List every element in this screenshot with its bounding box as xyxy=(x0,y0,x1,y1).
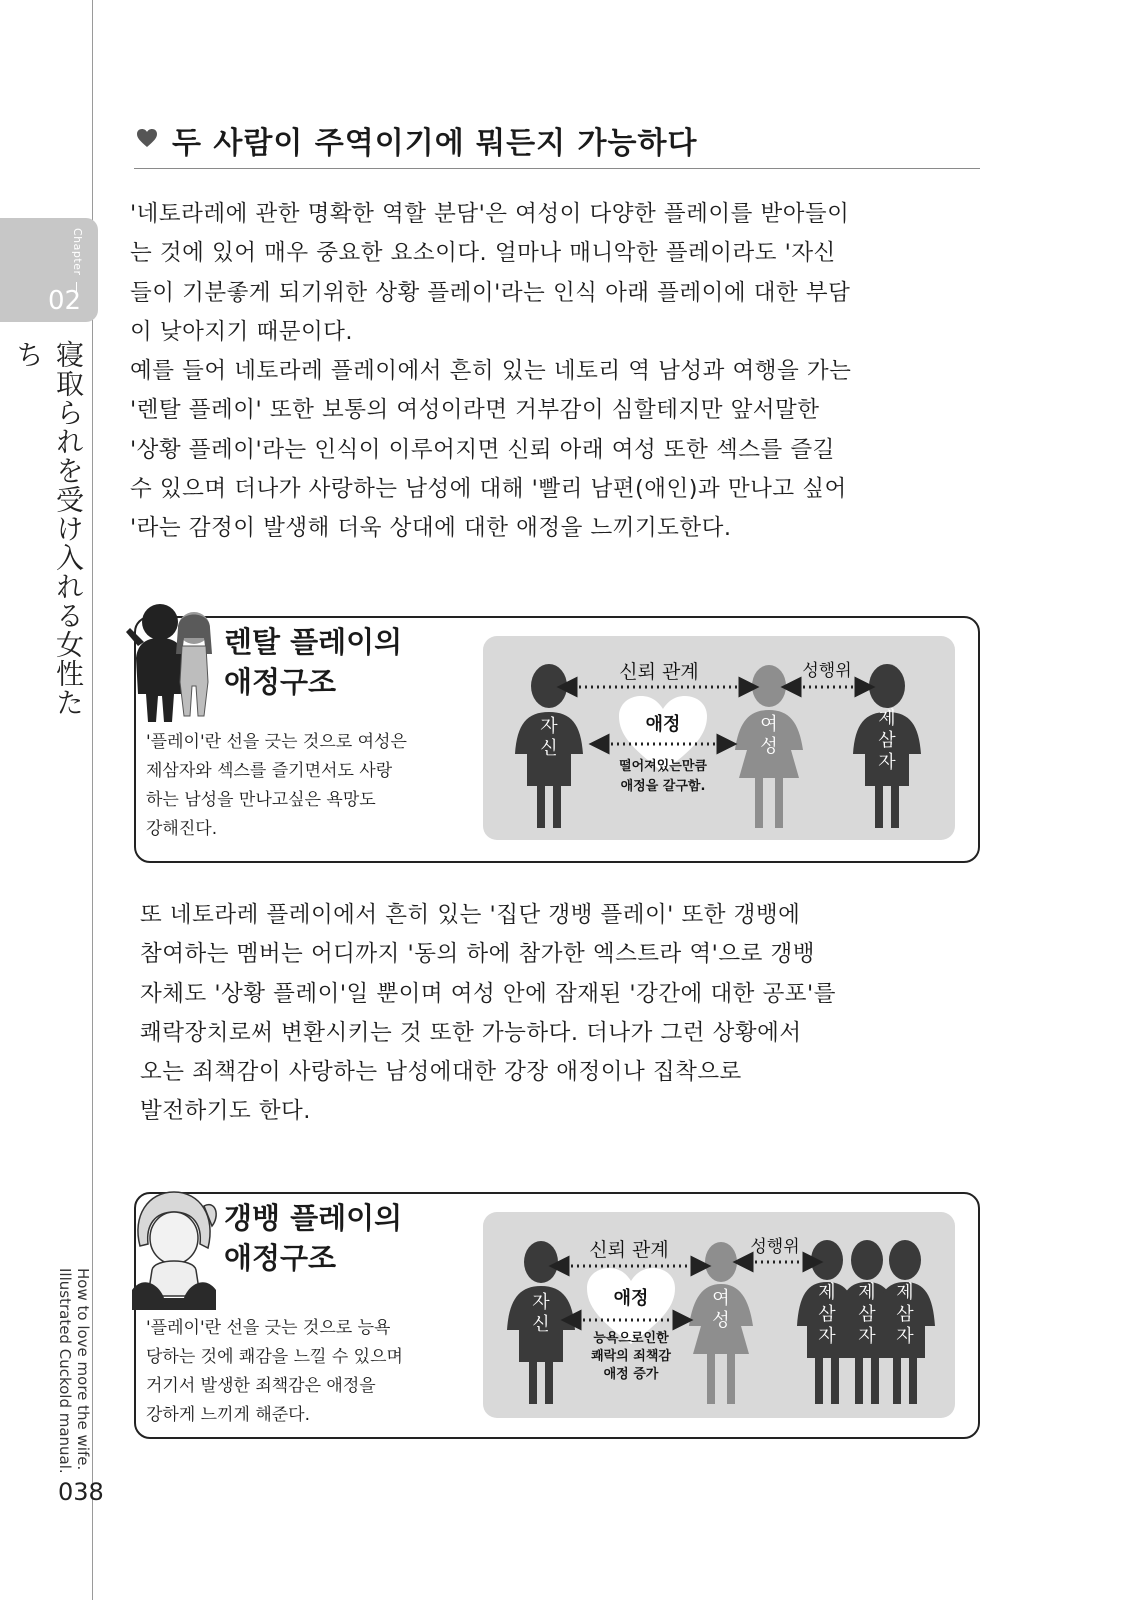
paragraph-line: 이 낮아지기 때문이다. xyxy=(130,318,354,345)
rental-diagram-description xyxy=(146,728,407,844)
paragraph-line: '라는 감정이 발생해 더욱 상대에 대한 애정을 느끼기도한다. xyxy=(130,515,732,542)
self-label-char: 자 xyxy=(540,716,558,737)
affection-note-line: 애정 증가 xyxy=(603,1367,659,1382)
paragraph-line: 는 것에 있어 매우 중요한 요소이다. 얼마나 매니악한 플레이라도 '자신 xyxy=(130,240,836,267)
act-label: 성행위 xyxy=(802,661,852,681)
paragraph-line: 발전하기도 한다. xyxy=(140,1098,311,1125)
description-line: 강하게 느끼게 해준다. xyxy=(146,1405,311,1425)
self-label-char: 신 xyxy=(532,1314,550,1335)
description-line: 당하는 것에 쾌감을 느낄 수 있으며 xyxy=(146,1347,403,1367)
section-heading: 두 사람이 주역이기에 뭐든지 가능하다 xyxy=(172,126,698,161)
third-label-char: 삼 xyxy=(896,1304,914,1325)
paragraph-line: 오는 죄책감이 사랑하는 남성에대한 강장 애정이나 집착으로 xyxy=(140,1059,742,1086)
third-label-char: 삼 xyxy=(878,730,896,751)
trust-label: 신뢰 관계 xyxy=(619,661,699,683)
affection-note-line: 쾌락의 죄책감 xyxy=(591,1349,671,1364)
paragraph-line: 참여하는 멤버는 어디까지 '동의 하에 참가한 엑스트라 역'으로 갱뱅 xyxy=(140,941,815,968)
third-label-char: 자 xyxy=(896,1326,914,1347)
paragraph-line: '상황 플레이'라는 인식이 이루어지면 신뢰 아래 여성 또한 섹스를 즐길 xyxy=(130,436,835,463)
third-label-char: 제 xyxy=(878,708,896,729)
woman-label-char: 여 xyxy=(760,714,778,735)
third-label-char: 자 xyxy=(858,1326,876,1347)
third-label-char: 자 xyxy=(818,1326,836,1347)
book-subtitle-line1: How to love more the wife. xyxy=(74,1268,92,1471)
trust-label: 신뢰 관계 xyxy=(589,1239,669,1261)
description-line: 강해진다. xyxy=(146,819,218,839)
paragraph-line: '네토라레에 관한 명확한 역할 분담'은 여성이 다양한 플레이를 받아들이 xyxy=(130,201,850,227)
page-number: 038 xyxy=(58,1478,104,1506)
paragraph-line: 쾌락장치로써 변환시키는 것 또한 가능하다. 더나가 그런 상황에서 xyxy=(140,1019,802,1046)
gangbang-diagram-title xyxy=(224,1198,402,1278)
description-line: '플레이'란 선을 긋는 것으로 능욕 xyxy=(146,1318,391,1338)
affection-note-line: 능욕으로인한 xyxy=(593,1331,669,1346)
heart-label: 애정 xyxy=(613,1288,649,1309)
couple-illustration xyxy=(124,598,220,724)
self-label-char: 자 xyxy=(532,1292,550,1313)
third-label-char: 제 xyxy=(896,1282,914,1303)
diagram-title-line: 애정구조 xyxy=(224,1241,337,1275)
girl-illustration xyxy=(124,1186,220,1314)
heading-underline xyxy=(134,168,980,169)
diagram-title-line: 애정구조 xyxy=(224,665,337,699)
rental-diagram-title xyxy=(224,622,402,702)
body-paragraph-1 xyxy=(130,195,851,549)
gangbang-structure-panel xyxy=(483,1212,955,1418)
paragraph-line: 수 있으며 더나가 사랑하는 남성에 대해 '빨리 남편(애인)과 만나고 싶어 xyxy=(130,476,847,503)
third-label-char: 삼 xyxy=(818,1304,836,1325)
diagram-title-line: 갱뱅 플레이의 xyxy=(224,1201,403,1235)
third-label-char: 제 xyxy=(858,1282,876,1303)
paragraph-line: '렌탈 플레이' 또한 보통의 여성이라면 거부감이 심할테지만 앞서말한 xyxy=(130,397,820,424)
chapter-label: Chapter xyxy=(71,228,84,276)
third-label-char: 제 xyxy=(818,1282,836,1303)
third-label-char: 자 xyxy=(878,752,896,773)
woman-label-char: 여 xyxy=(712,1288,730,1309)
paragraph-line: 자체도 '상황 플레이'일 뿐이며 여성 안에 잠재된 '강간에 대한 공포'를 xyxy=(140,980,836,1007)
heart-icon xyxy=(136,128,158,148)
affection-note-line: 애정을 갈구함. xyxy=(620,779,706,794)
book-subtitle-line2: Illustrated Cuckold manual. xyxy=(56,1268,74,1474)
rental-structure-panel xyxy=(483,636,955,840)
woman-label-char: 성 xyxy=(760,736,778,757)
paragraph-line: 들이 기분좋게 되기위한 상황 플레이'라는 인식 아래 플레이에 대한 부담 xyxy=(130,279,851,306)
paragraph-line: 예를 들어 네토라레 플레이에서 흔히 있는 네토리 역 남성과 여행을 가는 xyxy=(130,358,852,385)
description-line: 하는 남성을 만나고싶은 욕망도 xyxy=(146,790,376,810)
affection-note-line: 떨어져있는만큼 xyxy=(619,759,707,774)
body-paragraph-2 xyxy=(140,896,836,1132)
woman-label-char: 성 xyxy=(712,1310,730,1331)
description-line: '플레이'란 선을 긋는 것으로 여성은 xyxy=(146,732,407,752)
description-line: 제삼자와 섹스를 즐기면서도 사랑 xyxy=(146,761,393,781)
chapter-number: 02 xyxy=(48,286,82,316)
diagram-title-line: 렌탈 플레이의 xyxy=(224,625,403,659)
act-label: 성행위 xyxy=(750,1237,800,1257)
gangbang-diagram-description xyxy=(146,1314,403,1430)
book-subtitle-vertical xyxy=(52,1268,92,1498)
third-label-char: 삼 xyxy=(858,1304,876,1325)
self-label-char: 신 xyxy=(540,738,558,759)
chapter-title-vertical: 寝取られを受け入れる女性たち xyxy=(12,340,85,717)
description-line: 거기서 발생한 죄책감은 애정을 xyxy=(146,1376,376,1396)
paragraph-line: 또 네토라레 플레이에서 흔히 있는 '집단 갱뱅 플레이' 또한 갱뱅에 xyxy=(140,902,801,928)
heart-label: 애정 xyxy=(645,714,681,735)
